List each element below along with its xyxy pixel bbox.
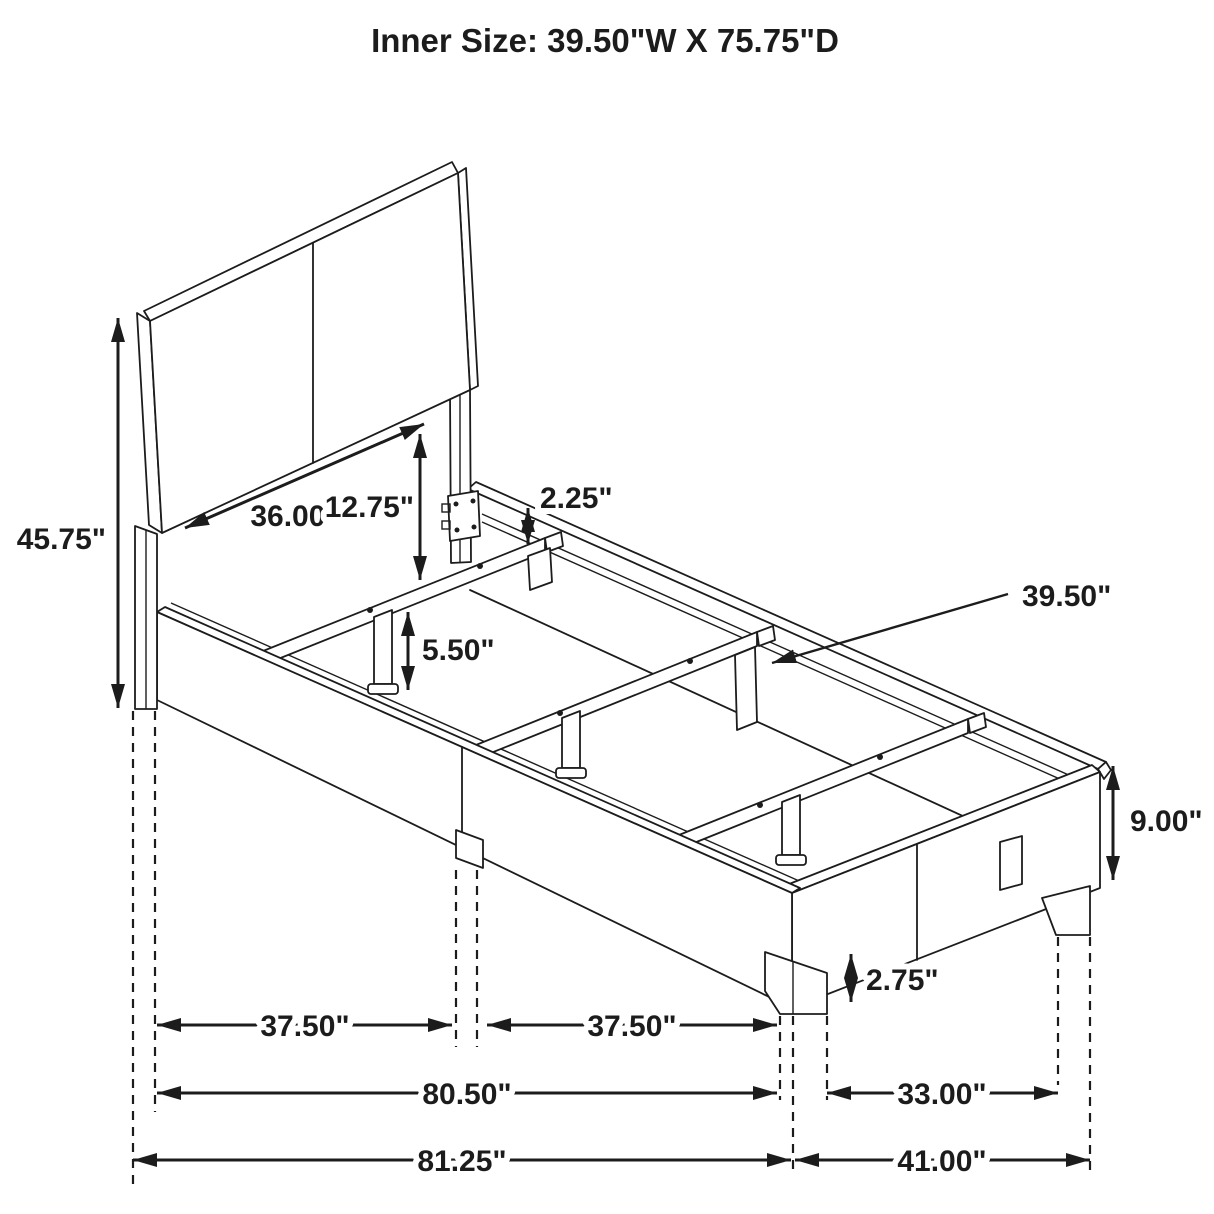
dim-frame-length-label: 80.50" xyxy=(422,1078,512,1111)
slat-foot-leg xyxy=(782,795,800,855)
dim-foot-inner-span xyxy=(827,1078,1058,1111)
bed-frame-drawing xyxy=(135,162,1111,1014)
dim-overall-width-label: 41.00" xyxy=(897,1145,987,1178)
dim-overall-width xyxy=(795,1145,1090,1178)
slat-head-leg xyxy=(374,610,392,684)
slat-foot-leg-pad xyxy=(776,855,806,865)
dim-foot-leg-height-label: 2.75" xyxy=(866,964,939,997)
slat-head-leg-pad xyxy=(368,684,398,694)
slat-middle-tab xyxy=(735,647,757,730)
dim-foot-inner-span-label: 33.00" xyxy=(897,1078,987,1111)
dim-span-foot-label: 37.50" xyxy=(587,1010,677,1043)
right-rail-mid-leg xyxy=(1000,836,1022,890)
projection-lines xyxy=(133,711,1090,1190)
slat-middle-leg-pad xyxy=(556,768,586,778)
dim-slat-length xyxy=(772,580,1111,663)
page-title: Inner Size: 39.50"W X 75.75"D xyxy=(371,22,839,59)
dim-frame-height xyxy=(1113,766,1203,880)
dim-rail-ledge-height-label: 2.25" xyxy=(540,482,613,515)
dim-headboard-drop-label: 12.75" xyxy=(324,491,414,524)
dim-overall-length-label: 81.25" xyxy=(417,1145,507,1178)
headboard-panel xyxy=(150,173,470,533)
dim-span-midleg-to-foot xyxy=(487,1010,777,1043)
slat-head-tab xyxy=(528,548,552,590)
mounting-bracket xyxy=(442,491,480,541)
footboard xyxy=(784,765,1100,1008)
dim-frame-height-label: 9.00" xyxy=(1130,805,1203,838)
dim-overall-height-label: 45.75" xyxy=(16,523,106,556)
dim-span-head-to-midleg xyxy=(157,1010,452,1043)
dim-headboard-drop xyxy=(325,434,420,580)
left-rail xyxy=(157,607,827,1014)
dim-center-leg-height xyxy=(408,612,495,690)
dim-overall-height xyxy=(17,318,118,708)
dim-frame-length xyxy=(157,1078,777,1111)
dim-slat-length-label: 39.50" xyxy=(1022,580,1112,613)
dim-headboard-width-label: 36.00" xyxy=(250,500,340,533)
slat-middle xyxy=(466,626,775,778)
dim-overall-length xyxy=(133,1145,791,1178)
dim-center-leg-height-label: 5.50" xyxy=(422,634,495,667)
slat-middle-leg xyxy=(562,711,580,768)
headboard-left-leg xyxy=(135,526,157,709)
dim-span-head-label: 37.50" xyxy=(260,1010,350,1043)
